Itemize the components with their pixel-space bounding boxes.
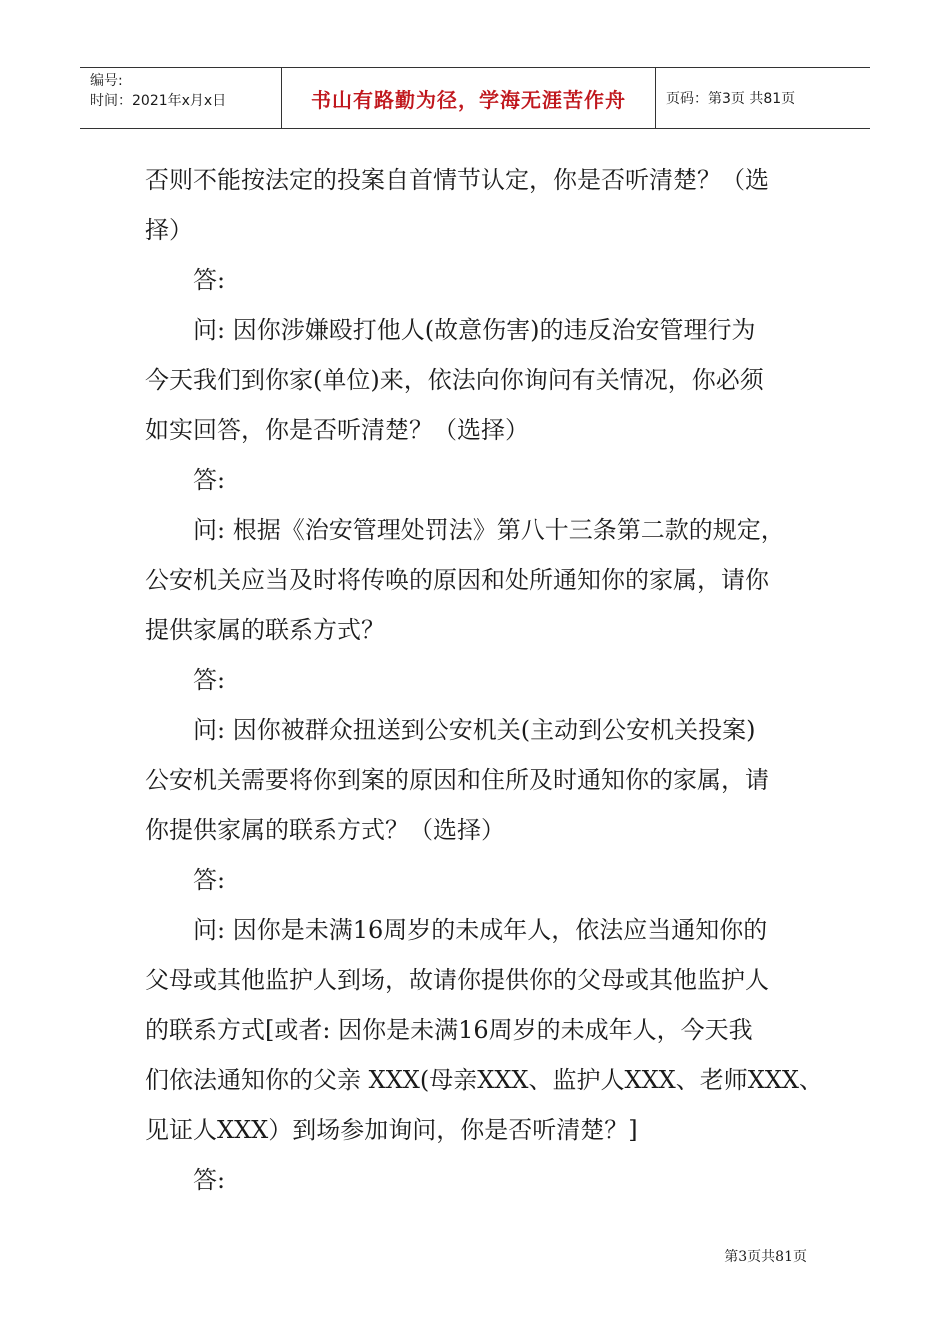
body-line: 今天我们到你家(单位)来，依法向你询问有关情况，你必须 [145,366,764,394]
header-meta [80,68,282,128]
answer-line: 答: [193,1166,226,1194]
question-line: 问: 因你涉嫌殴打他人(故意伤害)的违反治安管理行为 [193,316,756,344]
page-footer [724,1246,807,1266]
answer-line: 答: [193,866,226,894]
body-line: 择） [145,216,193,244]
answer-line: 答: [193,466,226,494]
body-line: 们依法通知你的父亲 XXX(母亲XXX、监护人XXX、老师XXX、 [145,1066,824,1094]
answer-line: 答: [193,666,226,694]
document-body [145,155,824,1205]
question-line: 问: 因你被群众扭送到公安机关(主动到公安机关投案) [193,716,756,744]
header-page-number: 页码：第3页 共81页 [666,91,796,107]
document-date: 时间：2021年x月x日 [90,93,227,109]
body-line: 的联系方式[或者: 因你是未满16周岁的未成年人，今天我 [145,1016,753,1044]
page-header [80,67,870,129]
question-line: 问: 因你是未满16周岁的未成年人，依法应当通知你的 [193,916,768,944]
header-motto-cell [282,68,656,128]
body-line: 公安机关需要将你到案的原因和住所及时通知你的家属，请 [145,766,769,794]
body-line: 提供家属的联系方式？ [145,616,385,644]
answer-line: 答: [193,266,226,294]
body-line: 见证人XXX）到场参加询问，你是否听清楚？] [145,1116,638,1144]
header-page-cell [656,68,870,128]
document-number-label: 编号: [90,73,123,89]
header-motto: 书山有路勤为径，学海无涯苦作舟 [311,87,626,112]
body-line: 父母或其他监护人到场，故请你提供你的父母或其他监护人 [145,966,769,994]
body-line: 如实回答，你是否听清楚？（选择） [145,416,529,444]
footer-page-number: 第3页共81页 [724,1249,807,1265]
body-line: 公安机关应当及时将传唤的原因和处所通知你的家属，请你 [145,566,769,594]
question-line: 问: 根据《治安管理处罚法》第八十三条第二款的规定， [193,516,785,544]
body-line: 否则不能按法定的投案自首情节认定，你是否听清楚？（选 [145,166,769,194]
body-line: 你提供家属的联系方式？（选择） [145,816,505,844]
